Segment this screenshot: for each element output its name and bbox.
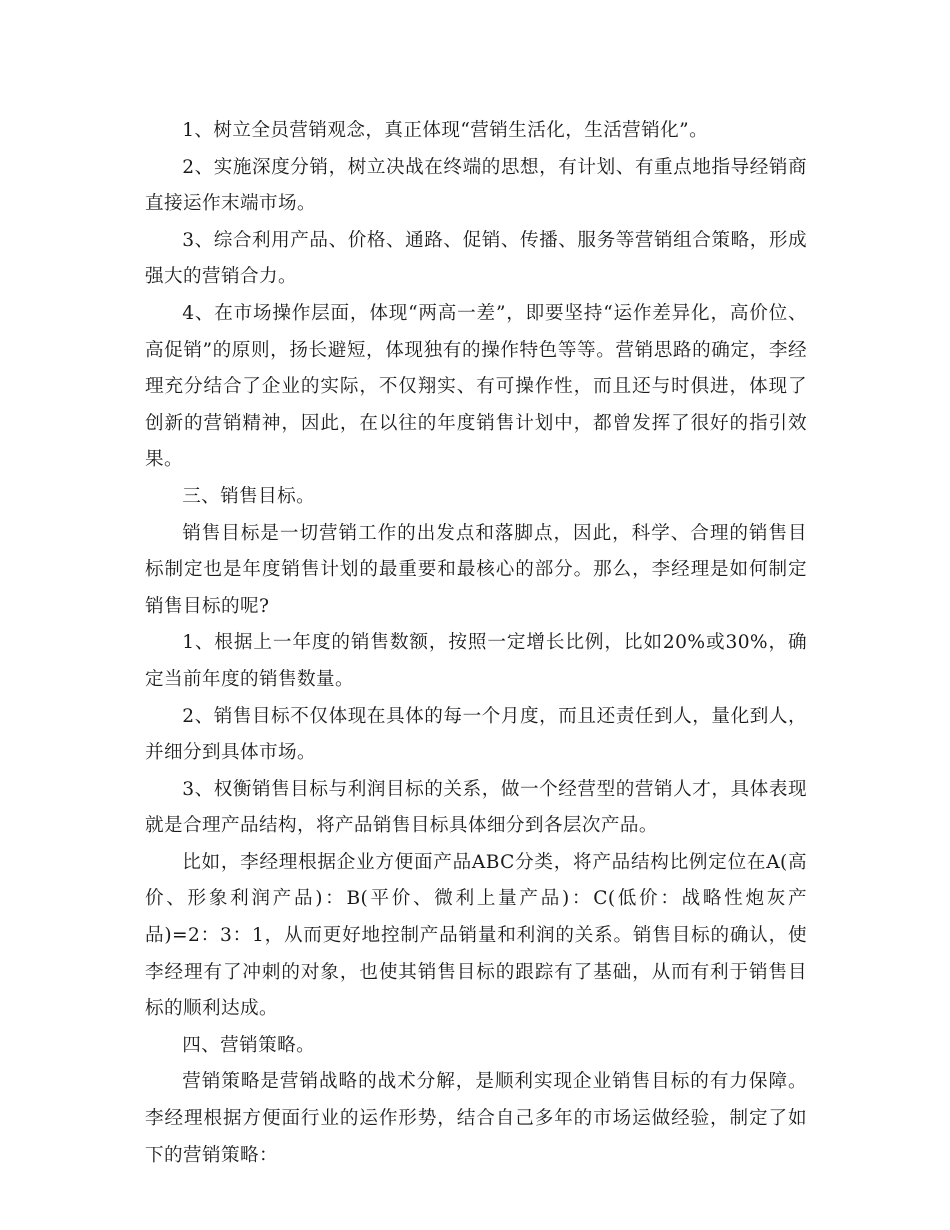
paragraph: 3、权衡销售目标与利润目标的关系，做一个经营型的营销人才，具体表现就是合理产品结构，将产品销售目标具体细分到各层次产品。 — [145, 778, 807, 837]
paragraph: 比如，李经理根据企业方便面产品ABC分类，将产品结构比例定位在A(高价、形象利润产品)：B(平价、微利上量产品)：C(低价：战略性炮灰产品)=2：3：1，从而更好地控制产品销量和利润的关系。销售目标的确认，使李经理有了冲刺的对象，也使其销售目标的跟踪有了基础，从而有利于销售目标的顺利达成。 — [145, 851, 807, 1020]
section-heading: 四、营销策略。 — [182, 1034, 316, 1056]
paragraph: 销售目标是一切营销工作的出发点和落脚点，因此，科学、合理的销售目标制定也是年度销售计划的最重要和最核心的部分。那么，李经理是如何制定销售目标的呢? — [145, 522, 807, 617]
paragraph: 2、实施深度分销，树立决战在终端的思想，有计划、有重点地指导经销商直接运作末端市场。 — [145, 156, 807, 215]
paragraph: 2、销售目标不仅体现在具体的每一个月度，而且还责任到人，量化到人，并细分到具体市场。 — [145, 705, 807, 764]
paragraph: 1、树立全员营销观念，真正体现“营销生活化，生活营销化”。 — [182, 120, 709, 141]
paragraph: 4、在市场操作层面，体现“两高一差”，即要坚持“运作差异化，高价位、高促销”的原则，扬长避短，体现独有的操作特色等等。营销思路的确定，李经理充分结合了企业的实际，不仅翔实、有可操作性，而且还与时俱进，体现了创新的营销精神，因此，在以往的年度销售计划中，都曾发挥了很好的指引效果。 — [145, 302, 807, 471]
paragraph: 3、综合利用产品、价格、通路、促销、传播、服务等营销组合策略，形成强大的营销合力。 — [145, 229, 807, 288]
section-heading: 三、销售目标。 — [182, 485, 316, 507]
paragraph: 1、根据上一年度的销售数额，按照一定增长比例，比如20%或30%，确定当前年度的销售数量。 — [145, 632, 807, 690]
paragraph: 营销策略是营销战略的战术分解，是顺利实现企业销售目标的有力保障。李经理根据方便面行业的运作形势，结合自己多年的市场运做经验，制定了如下的营销策略： — [145, 1071, 807, 1166]
document-body — [145, 113, 807, 1174]
